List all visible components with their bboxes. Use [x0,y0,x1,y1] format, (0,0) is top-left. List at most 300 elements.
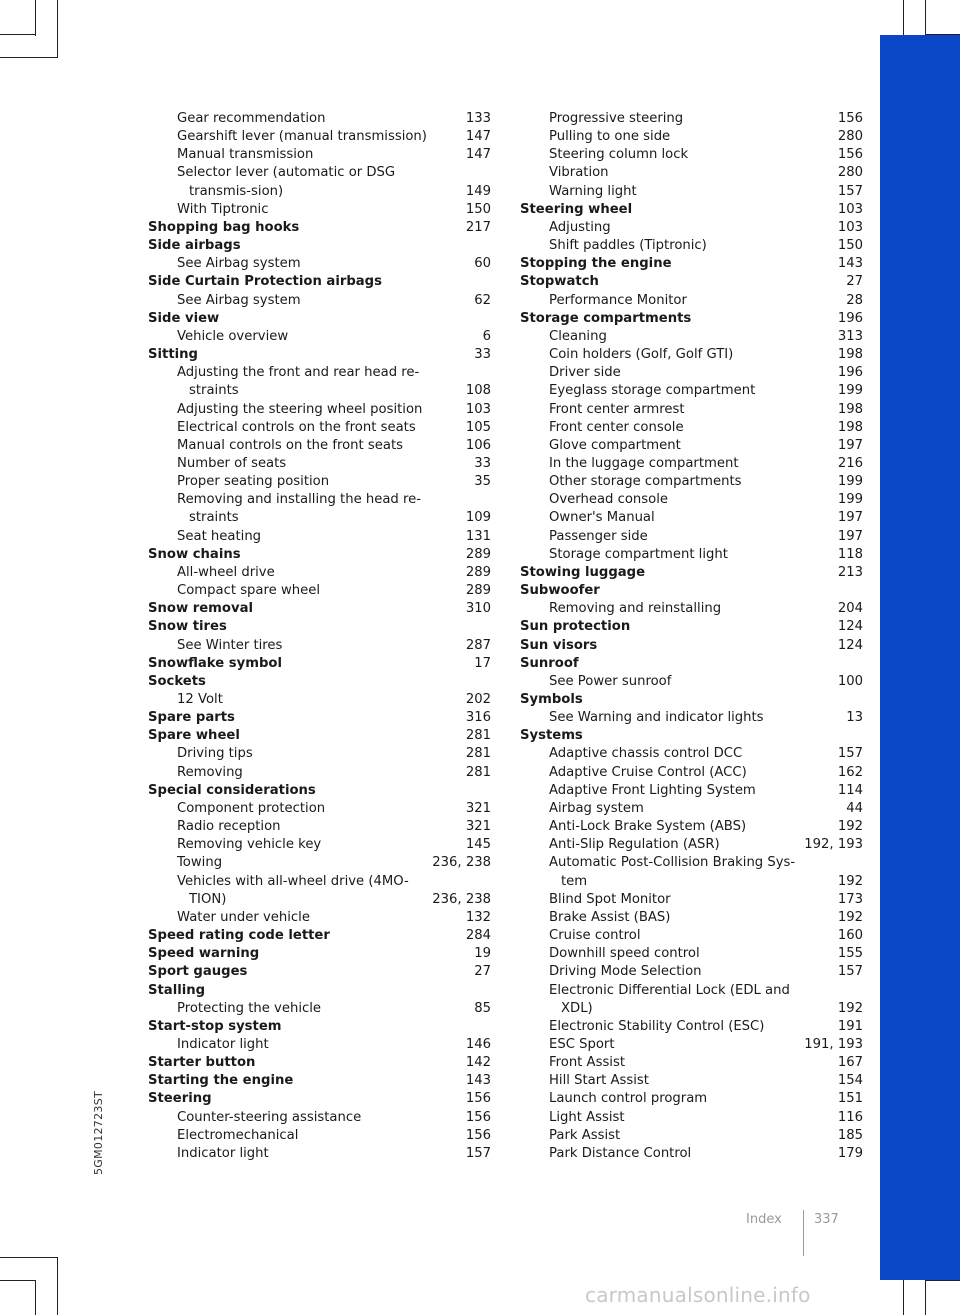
entry-text: See Airbag system [177,256,301,272]
page-ref: 199 [837,492,863,508]
index-entry [520,273,863,291]
entry-text: Number of seats [177,455,287,471]
index-column-left [148,110,491,1163]
index-subentry [520,382,863,400]
page-ref: 157 [837,964,863,980]
entry-text: Systems [520,728,583,744]
index-subentry [520,292,863,310]
entry-text: Shopping bag hooks [148,219,300,235]
entry-text: Launch control program [549,1091,708,1107]
index-subentry [520,1018,863,1036]
index-subentry [520,401,863,419]
page-ref: 197 [837,510,863,526]
entry-text: Passenger side [549,528,648,544]
entry-text: Indicator light [177,1036,269,1052]
entry-text: Gear recommendation [177,111,326,126]
entry-text: ESC Sport [549,1036,615,1052]
index-entry [148,618,491,636]
index-subentry [148,854,491,872]
entry-text: Hill Start Assist [549,1073,649,1089]
entry-text: Stowing luggage [520,564,646,580]
page-ref: 281 [465,728,491,744]
index-entry [520,618,863,636]
index-subentry [148,818,491,836]
index-column-right [520,110,863,1163]
entry-text: Storage compartment light [549,546,728,562]
page-ref: 156 [837,147,863,163]
page-ref: 19 [474,946,491,962]
index-subentry [520,183,863,201]
entry-text: Steering [148,1091,212,1107]
entry-text: In the luggage compartment [549,455,739,471]
entry-text: Driver side [549,365,621,381]
crop-mark [925,0,926,36]
entry-text: Other storage compartments [549,474,742,490]
entry-text: Adjusting the front and rear head re-straints [177,365,420,399]
index-entry [520,564,863,582]
document-code: 5GM012723ST [92,1090,105,1175]
index-entry [520,691,863,709]
page-ref: 146 [465,1036,491,1052]
index-entry [520,655,863,673]
page-ref: 62 [474,292,491,308]
entry-text: Towing [177,855,223,871]
entry-text: Performance Monitor [549,292,687,308]
index-entry [148,546,491,564]
index-subentry [520,146,863,164]
entry-text: Automatic Post-Collision Braking Sys-tem [549,855,796,889]
entry-text: Water under vehicle [177,909,310,925]
index-subentry [520,927,863,945]
entry-text: See Power sunroof [549,673,672,689]
crop-mark [0,57,58,58]
page-ref: 199 [837,383,863,399]
page-ref: 27 [846,274,863,290]
page-ref: 103 [465,401,491,417]
entry-text: Warning light [549,183,637,199]
entry-text: See Airbag system [177,292,301,308]
index-subentry [148,800,491,818]
footer-section-label: Index [746,1212,782,1227]
index-subentry [520,346,863,364]
page-ref: 108 [465,383,491,399]
index-entry [148,219,491,237]
page-ref: 173 [837,891,863,907]
entry-text: Removing and installing the head re-straints [177,492,422,526]
index-subentry [148,764,491,782]
entry-text: Front center armrest [549,401,685,417]
page-ref: 157 [837,183,863,199]
index-entry [520,727,863,745]
entry-text: Anti-Lock Brake System (ABS) [549,819,747,835]
page-ref: 114 [837,782,863,798]
entry-text: Adjusting the steering wheel position [177,401,423,417]
index-subentry [520,1036,863,1054]
index-subentry [520,1127,863,1145]
index-entry [148,273,491,291]
entry-text: Special considerations [148,782,316,798]
index-subentry [520,509,863,527]
page-ref: 192 [837,1000,863,1016]
page-ref: 109 [465,510,491,526]
page-ref: 6 [482,328,491,344]
index-subentry [520,1072,863,1090]
entry-text: Seat heating [177,528,262,544]
entry-text: Steering column lock [549,147,689,163]
index-subentry [148,328,491,346]
entry-text: Starter button [148,1055,256,1071]
watermark: carmanualsonline.info [585,1283,811,1307]
index-subentry [520,1090,863,1108]
crop-mark [0,1257,58,1258]
entry-text: Adaptive Front Lighting System [549,782,756,798]
index-entry [148,346,491,364]
entry-text: Adaptive chassis control DCC [549,746,743,762]
page-ref: 280 [837,129,863,145]
page-ref: 199 [837,474,863,490]
index-subentry [148,401,491,419]
entry-text: Downhill speed control [549,946,700,962]
index-subentry [520,709,863,727]
index-entry [148,709,491,727]
page-ref: 192 [837,819,863,835]
entry-text: Side airbags [148,238,241,254]
entry-text: Spare wheel [148,728,240,744]
entry-text: Sun visors [520,637,598,653]
index-subentry [520,891,863,909]
index-subentry [520,800,863,818]
index-subentry [520,818,863,836]
index-entry [148,310,491,328]
entry-text: Sockets [148,673,206,689]
index-entry [148,782,491,800]
entry-text: Cruise control [549,928,641,944]
page-ref: 27 [474,964,491,980]
index-subentry [148,1036,491,1054]
index-subentry [148,564,491,582]
entry-text: Electronic Stability Control (ESC) [549,1018,765,1034]
entry-text: 12 Volt [177,692,223,707]
page-ref: 236, 238 [432,891,491,907]
page-ref: 147 [465,147,491,163]
entry-text: Driving tips [177,746,253,762]
page-ref: 167 [837,1055,863,1071]
page-ref: 191 [837,1018,863,1034]
index-subentry [520,782,863,800]
index-subentry [520,745,863,763]
index-subentry [148,455,491,473]
page-ref: 198 [837,419,863,435]
entry-text: Manual transmission [177,147,314,163]
index-subentry [148,491,491,527]
index-subentry [148,909,491,927]
page-ref: 147 [465,129,491,145]
entry-text: Shift paddles (Tiptronic) [549,238,707,254]
page-ref: 160 [837,928,863,944]
index-subentry [148,582,491,600]
entry-text: Pulling to one side [549,129,671,145]
page-ref: 157 [465,1145,491,1161]
page-ref: 236, 238 [432,855,491,871]
index-entry [148,1018,491,1036]
crop-mark [0,1280,36,1281]
index-subentry [148,364,491,400]
page-ref: 192, 193 [804,837,863,853]
index-subentry [520,546,863,564]
entry-text: Sun protection [520,619,631,635]
entry-text: Front center console [549,419,684,435]
index-subentry [148,255,491,273]
entry-text: Symbols [520,692,583,707]
index-subentry [520,528,863,546]
page-ref: 280 [837,165,863,181]
entry-text: Proper seating position [177,474,330,490]
index-subentry [520,164,863,182]
index-subentry [520,854,863,890]
page-ref: 131 [465,528,491,544]
index-subentry [520,110,863,128]
page-ref: 156 [465,1091,491,1107]
index-entry [148,1072,491,1090]
index-subentry [148,419,491,437]
page-ref: 313 [837,328,863,344]
index-subentry [148,1145,491,1163]
entry-text: Selector lever (automatic or DSG transmis-sion) [177,165,396,199]
page-ref: 105 [465,419,491,435]
page-ref: 150 [837,238,863,254]
index-subentry [520,473,863,491]
crop-mark [925,1280,926,1315]
index-subentry [520,963,863,981]
index-entry [148,727,491,745]
entry-text: Spare parts [148,710,235,726]
entry-text: Park Distance Control [549,1145,692,1161]
index-subentry [520,419,863,437]
page-ref: 191, 193 [804,1036,863,1052]
page-ref: 287 [465,637,491,653]
page-ref: 145 [465,837,491,853]
index-entry [148,1090,491,1108]
page-ref: 103 [837,219,863,235]
index-subentry [520,364,863,382]
crop-mark [35,1280,36,1315]
index-entry [148,673,491,691]
page-ref: 118 [837,546,863,562]
crop-mark [57,1257,58,1315]
index-subentry [148,836,491,854]
index-subentry [148,1127,491,1145]
entry-text: Coin holders (Golf, Golf GTI) [549,347,734,363]
index-subentry [520,128,863,146]
page-ref: 150 [465,201,491,217]
index-subentry [148,110,491,128]
entry-text: Gearshift lever (manual transmission) [177,129,427,145]
entry-text: Sunroof [520,655,579,671]
entry-text: See Warning and indicator lights [549,710,764,726]
page-ref: 142 [465,1055,491,1071]
index-subentry [148,201,491,219]
crop-mark [35,0,36,36]
page-ref: 116 [837,1109,863,1125]
footer-divider [803,1210,804,1256]
entry-text: Subwoofer [520,583,600,599]
index-subentry [520,600,863,618]
page-ref: 124 [837,637,863,653]
entry-text: Driving Mode Selection [549,964,702,980]
entry-text: Indicator light [177,1145,269,1161]
index-subentry [148,146,491,164]
entry-text: Side view [148,310,220,326]
page-ref: 197 [837,437,863,453]
page-ref: 100 [837,673,863,689]
entry-text: Progressive steering [549,111,684,126]
index-entry [148,237,491,255]
page-ref: 17 [474,655,491,671]
entry-text: Snow tires [148,619,227,635]
index-subentry [148,473,491,491]
entry-text: Removing [177,764,243,780]
index-subentry [520,982,863,1018]
index-subentry [520,1145,863,1163]
entry-text: Manual controls on the front seats [177,437,404,453]
entry-text: Light Assist [549,1109,625,1125]
page-ref: 155 [837,946,863,962]
page-ref: 198 [837,347,863,363]
entry-text: Removing and reinstalling [549,601,722,617]
page-ref: 156 [465,1109,491,1125]
page-ref: 162 [837,764,863,780]
entry-text: Overhead console [549,492,668,508]
page-ref: 316 [465,710,491,726]
footer-page-number: 337 [814,1212,839,1227]
page-ref: 156 [465,1127,491,1143]
index-subentry [520,1109,863,1127]
index-subentry [148,745,491,763]
index-entry [520,637,863,655]
entry-text: Removing vehicle key [177,837,322,853]
entry-text: Protecting the vehicle [177,1000,322,1016]
crop-mark [925,1280,960,1281]
entry-text: Compact spare wheel [177,583,320,599]
page-ref: 192 [837,873,863,889]
index-entry [520,201,863,219]
entry-text: Sport gauges [148,964,248,980]
page-ref: 216 [837,455,863,471]
index-entry [520,255,863,273]
page-ref: 143 [837,256,863,272]
entry-text: Sitting [148,347,198,363]
page-ref: 60 [474,256,491,272]
entry-text: Anti-Slip Regulation (ASR) [549,837,720,853]
entry-text: Storage compartments [520,310,692,326]
index-subentry [148,873,491,909]
entry-text: Adjusting [549,219,611,235]
page-ref: 321 [465,819,491,835]
entry-text: All-wheel drive [177,564,275,580]
page-ref: 196 [837,365,863,381]
entry-text: Vibration [549,165,609,181]
page-ref: 154 [837,1073,863,1089]
index-subentry [520,455,863,473]
page-ref: 213 [837,564,863,580]
entry-text: Vehicles with all-wheel drive (4MO-TION) [177,873,409,907]
crop-mark [0,34,36,35]
index-subentry [520,328,863,346]
index-subentry [148,437,491,455]
page-ref: 281 [465,764,491,780]
page-ref: 143 [465,1073,491,1089]
entry-text: Stalling [148,982,206,998]
entry-text: With Tiptronic [177,201,269,217]
page-ref: 33 [474,455,491,471]
page-ref: 289 [465,546,491,562]
index-subentry [520,836,863,854]
entry-text: Vehicle overview [177,328,289,344]
entry-text: Airbag system [549,800,644,816]
page-ref: 197 [837,528,863,544]
entry-text: Park Assist [549,1127,621,1143]
index-subentry [520,491,863,509]
index-subentry [520,945,863,963]
page-ref: 44 [846,800,863,816]
index-entry [520,310,863,328]
entry-text: Adaptive Cruise Control (ACC) [549,764,747,780]
entry-text: Blind Spot Monitor [549,891,671,907]
index-subentry [520,219,863,237]
page-ref: 204 [837,601,863,617]
index-subentry [520,764,863,782]
index-entry [520,582,863,600]
page-ref: 156 [837,111,863,126]
entry-text: Stopwatch [520,274,599,290]
index-subentry [148,637,491,655]
entry-text: Glove compartment [549,437,681,453]
entry-text: Snow chains [148,546,241,562]
index-entry [148,927,491,945]
entry-text: Radio reception [177,819,281,835]
page-ref: 289 [465,564,491,580]
entry-text: Counter-steering assistance [177,1109,362,1125]
index-subentry [520,1054,863,1072]
index-subentry [148,292,491,310]
entry-text: Component protection [177,800,326,816]
index-subentry [520,437,863,455]
entry-text: Electrical controls on the front seats [177,419,416,435]
index-entry [148,1054,491,1072]
entry-text: Snow removal [148,601,253,617]
index-subentry [148,164,491,200]
entry-text: Starting the engine [148,1073,294,1089]
page-ref: 284 [465,928,491,944]
index-entry [148,963,491,981]
page-ref: 198 [837,401,863,417]
entry-text: Snowflake symbol [148,655,282,671]
index-entry [148,655,491,673]
page-ref: 103 [837,201,863,217]
index-subentry [148,1000,491,1018]
page-ref: 124 [837,619,863,635]
page-ref: 149 [465,183,491,199]
section-tab [880,35,960,1280]
entry-text: Stopping the engine [520,256,672,272]
page-ref: 28 [846,292,863,308]
index-entry [148,600,491,618]
page-ref: 106 [465,437,491,453]
page-ref: 35 [474,474,491,490]
page-ref: 192 [837,909,863,925]
index-subentry [148,128,491,146]
index-subentry [520,237,863,255]
